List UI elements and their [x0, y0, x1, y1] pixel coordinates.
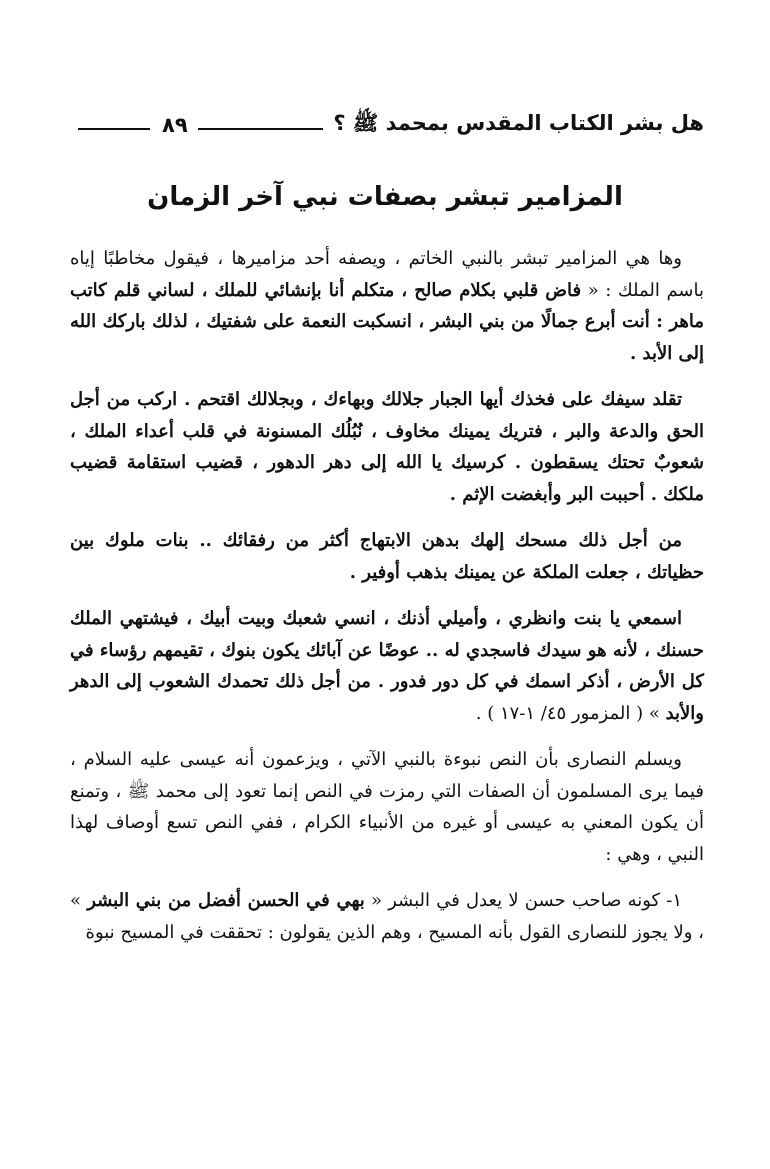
paragraph-6-intro: ١- كونه صاحب حسن لا يعدل في البشر « [364, 890, 683, 911]
paragraph-1-quote: فاض قلبي بكلام صالح ، متكلم أنا بإنشائي للملك ، لساني قلم كاتب ماهر : أنت أبرع جمالًا من بني البشر ، انسكبت النعمة على شفتيك ، لذلك باركك الله إلى الأبد . [70, 279, 704, 364]
paragraph-5: ويسلم النصارى بأن النص نبوءة بالنبي الآتي ، ويزعمون أنه عيسى عليه السلام ، فيما يرى المسلمون أن الصفات التي رمزت في النص إنما تعود إلى محمد ﷺ ، وتمنع أن يكون المعني به عيسى أو غيره من الأنبياء الكرام ، ففي النص تسع أوصاف لهذا النبي ، وهي : [70, 749, 704, 865]
paragraph-6-quote: بهي في الحسن أفضل من بني البشر [87, 890, 365, 911]
running-header-title: هل بشر الكتاب المقدس بمحمد ﷺ ؟ [333, 110, 704, 135]
header-rule-long [198, 128, 324, 130]
page-number: ٨٩ [162, 113, 188, 137]
paragraph-4 [70, 603, 704, 729]
header-rule-short [78, 128, 150, 130]
paragraph-6 [70, 885, 704, 948]
paragraph-1 [70, 243, 704, 369]
paragraph-1-intro: وها هي المزامير تبشر بالنبي الخاتم ، ويصفه أحد مزاميرها ، فيقول مخاطبًا إياه باسم الملك : « [70, 248, 704, 301]
section-title: المزامير تبشر بصفات نبي آخر الزمان [147, 182, 623, 212]
paragraph-2: تقلد سيفك على فخذك أيها الجبار جلالك وبهاءك ، وبجلالك اقتحم . اركب من أجل الحق والدعة والبر ، فتريك يمينك مخاوف ، نُبُلُك المسنونة في قلب أعداء الملك ، شعوبٌ تحتك يسقطون . كرسيك يا الله إلى دهر الدهور ، قضيب استقامة قضيب ملكك . أحببت البر وأبغضت الإثم . [70, 389, 704, 505]
paragraph-6-rest: » ، ولا يجوز للنصارى القول بأنه المسيح ، وهم الذين يقولون : تحققت في المسيح نبوة [70, 890, 704, 943]
body-text [70, 243, 704, 957]
paragraph-3: من أجل ذلك مسحك إلهك بدهن الابتهاج أكثر من رفقائك .. بنات ملوك بين حظياتك ، جعلت الملكة عن يمينك بذهب أوفير . [70, 530, 704, 583]
paragraph-4-reference: » ( المزمور ٤٥/ ١-١٧ ) . [475, 702, 666, 724]
running-header [78, 108, 704, 142]
paragraph-4-quote: اسمعي يا بنت وانظري ، وأميلي أذنك ، انسي شعبك وبيت أبيك ، فيشتهي الملك حسنك ، لأنه هو سيدك فاسجدي له .. عوضًا عن آبائك يكون بنوك ، تقيمهم رؤساء في كل الأرض ، أذكر اسمك في كل دور فدور . من أجل ذلك تحمدك الشعوب إلى الدهر والأبد [70, 608, 704, 724]
